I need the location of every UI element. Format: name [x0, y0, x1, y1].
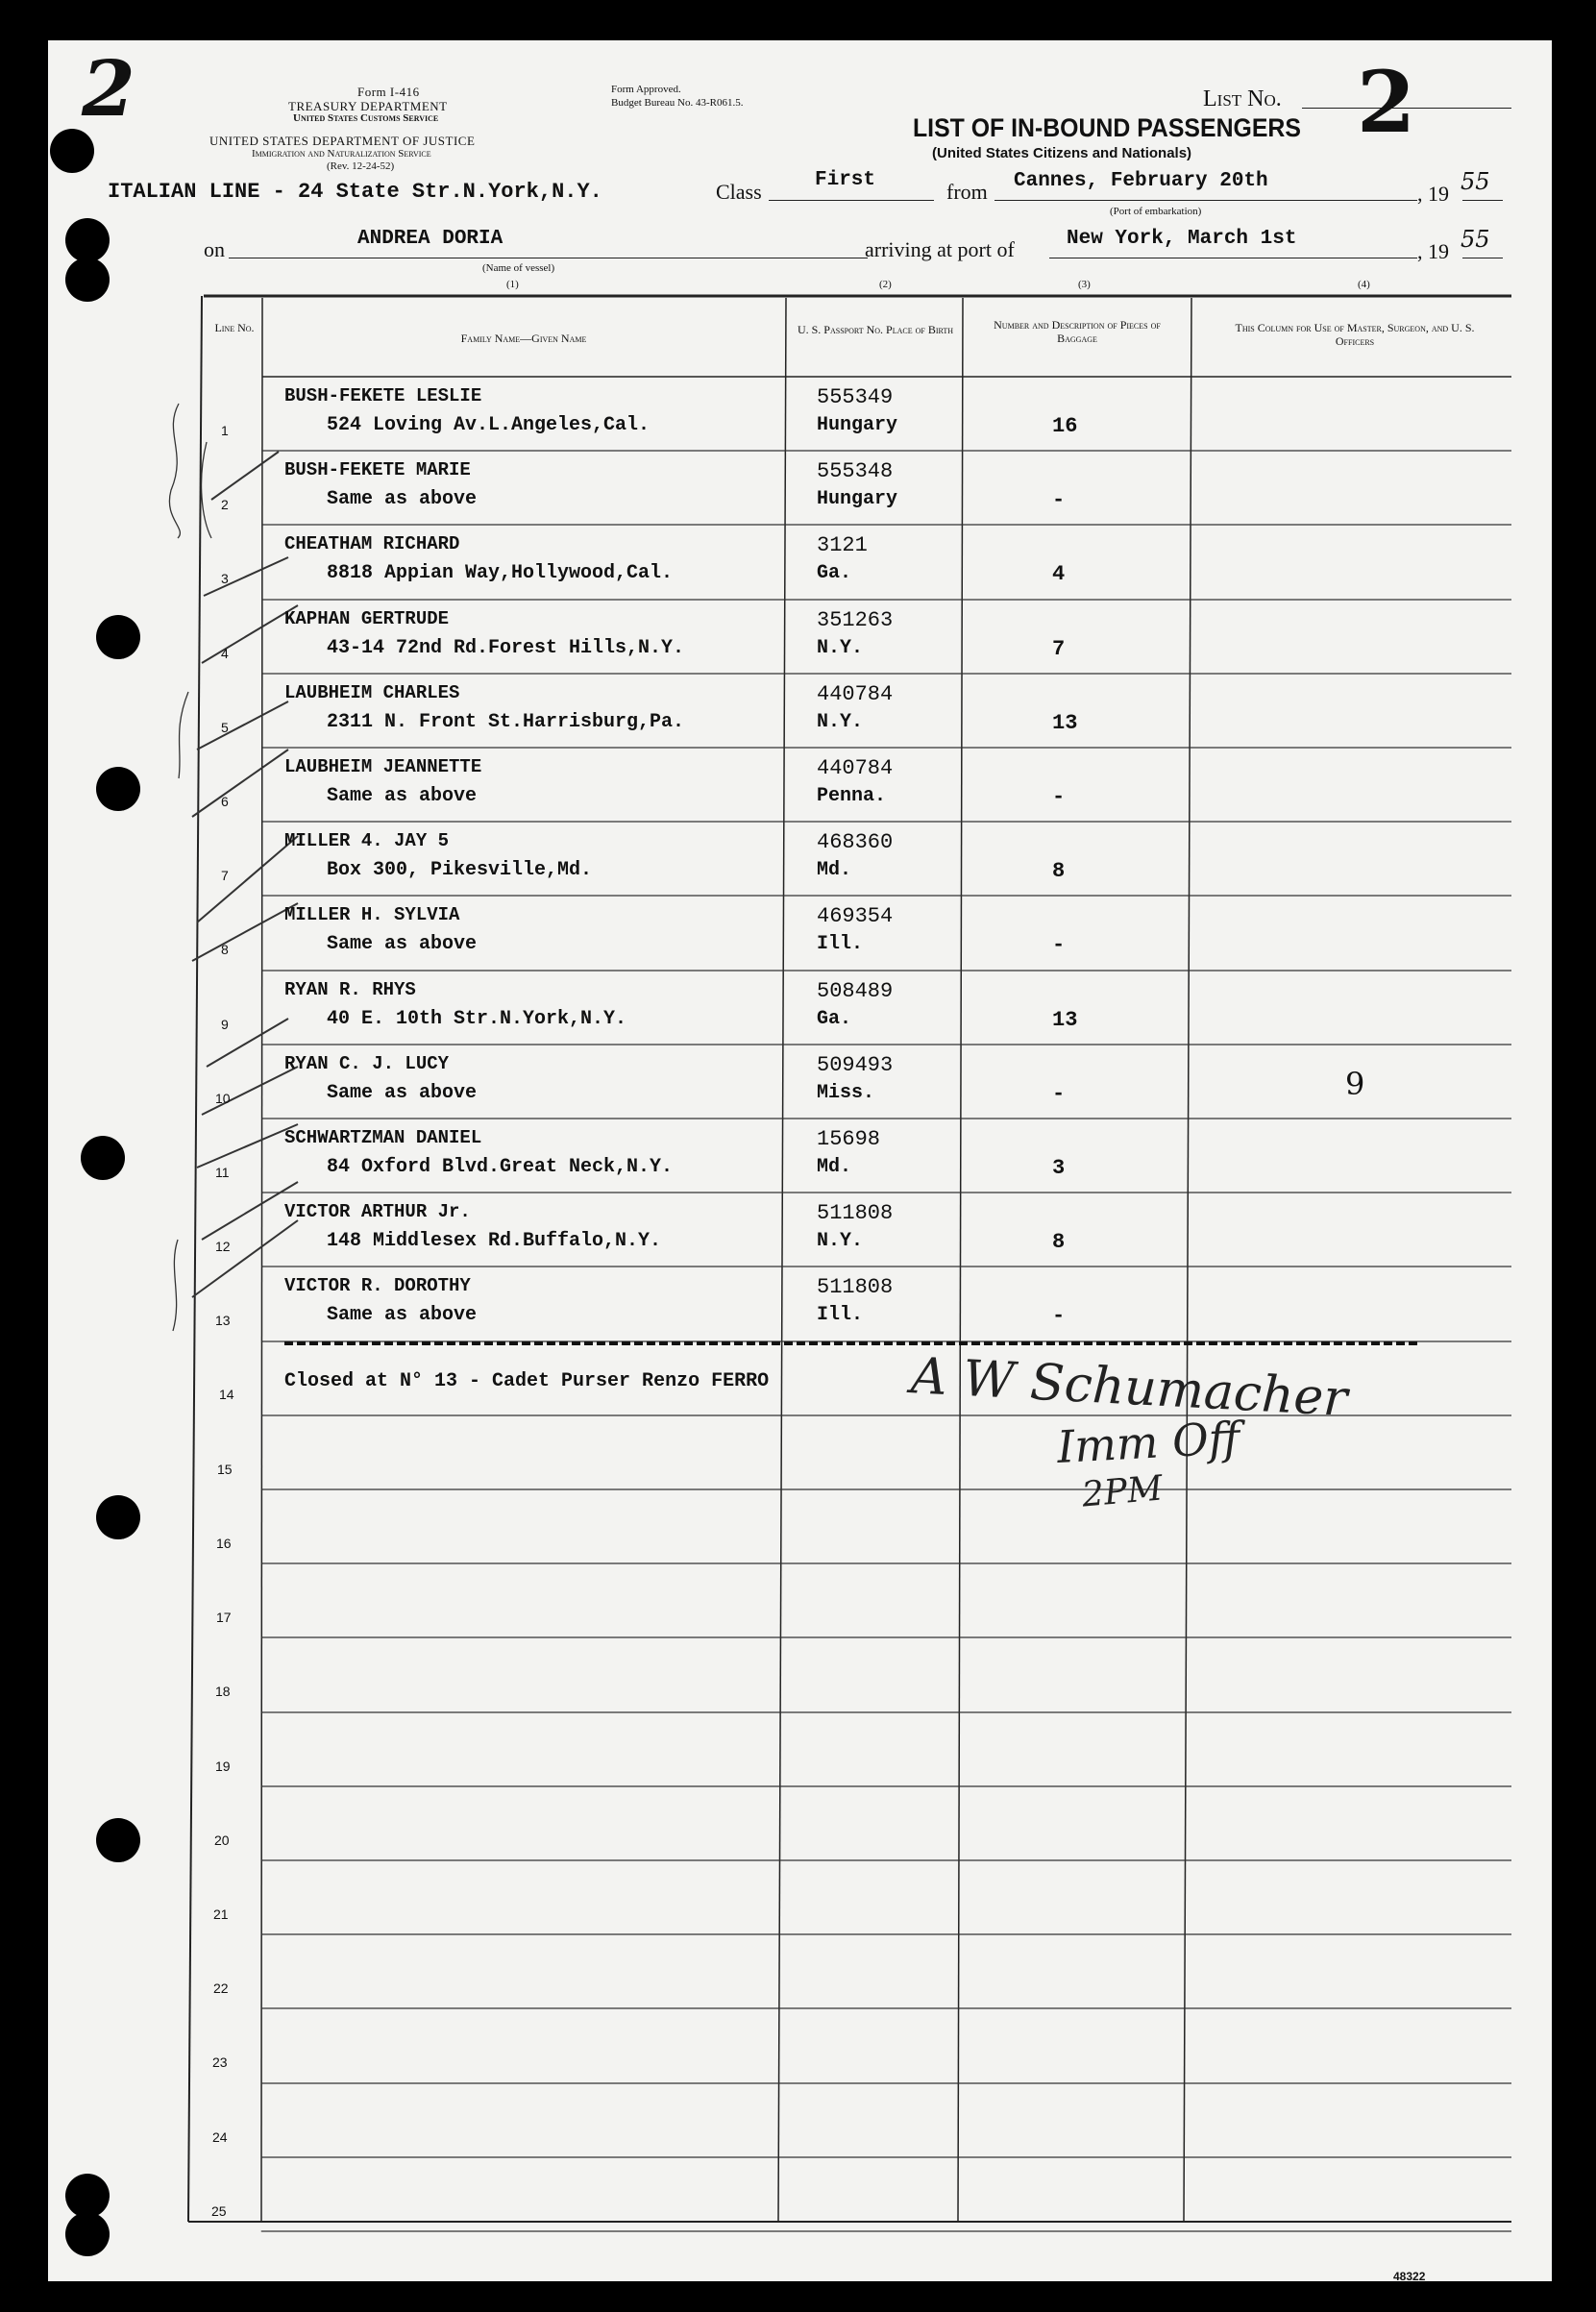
passenger-address: Box 300, Pikesville,Md. [327, 859, 593, 881]
passport-number: 508489 [817, 979, 894, 1003]
row-number: 1 [221, 423, 229, 438]
row-number: 18 [215, 1684, 231, 1699]
row-number: 12 [215, 1239, 231, 1254]
passport-number: 509493 [817, 1053, 894, 1077]
row-number: 22 [213, 1980, 229, 1996]
place-of-birth: Hungary [817, 414, 898, 436]
sheet-mark: 2 [82, 43, 135, 134]
passenger-address: 148 Middlesex Rd.Buffalo,N.Y. [327, 1230, 662, 1252]
arriving-label: arriving at port of [865, 237, 1015, 261]
passenger-name: BUSH-FEKETE LESLIE [284, 385, 482, 406]
place-of-birth: N.Y. [817, 1230, 864, 1252]
year-prefix: , 19 [1417, 239, 1449, 263]
passenger-name: SCHWARTZMAN DANIEL [284, 1127, 482, 1148]
passport-number: 440784 [817, 682, 894, 706]
row-number: 23 [212, 2054, 228, 2070]
customs-service: United States Customs Service [293, 112, 439, 124]
closing-note: Closed at N° 13 - Cadet Purser Renzo FERRO [284, 1370, 770, 1392]
page-subtitle: (United States Citizens and Nationals) [932, 145, 1192, 161]
form-approved: Form Approved. [611, 84, 681, 95]
form-number: Form I-416 [357, 85, 420, 99]
row-number: 2 [221, 497, 229, 512]
passenger-name: CHEATHAM RICHARD [284, 533, 460, 554]
class-label: Class [716, 180, 762, 204]
passenger-address: Same as above [327, 1304, 478, 1326]
passenger-address: Same as above [327, 488, 478, 510]
passport-number: 351263 [817, 608, 894, 632]
footer-code: 48322 [1393, 2270, 1426, 2283]
arrival-port: New York, March 1st [1067, 228, 1297, 250]
row-number: 17 [216, 1610, 232, 1625]
baggage-count: - [1052, 785, 1066, 809]
row-number: 11 [215, 1165, 230, 1180]
vessel-label: (Name of vessel) [482, 262, 555, 274]
passenger-address: Same as above [327, 933, 478, 955]
baggage-count: 7 [1052, 637, 1066, 661]
row-number: 5 [221, 720, 229, 735]
officer-title-note: Imm Off [1055, 1412, 1241, 1473]
row-number: 15 [217, 1462, 233, 1477]
embark-port: Cannes, February 20th [1014, 170, 1268, 192]
baggage-count: - [1052, 933, 1066, 957]
treasury-dept: TREASURY DEPARTMENT [288, 99, 448, 113]
baggage-count: 8 [1052, 859, 1066, 883]
row-number: 21 [213, 1906, 229, 1922]
baggage-count: 13 [1052, 1008, 1078, 1032]
header-line-no: Line No. [214, 321, 255, 334]
passenger-address: 43-14 72nd Rd.Forest Hills,N.Y. [327, 637, 685, 659]
passenger-name: MILLER H. SYLVIA [284, 904, 460, 925]
passport-number: 555348 [817, 459, 894, 483]
passport-number: 440784 [817, 756, 894, 780]
header-baggage: Number and Description of Pieces of Baggage [994, 318, 1161, 345]
row-number: 19 [215, 1759, 231, 1774]
from-label: from [946, 180, 988, 204]
year-value: 55 [1461, 168, 1490, 195]
passenger-address: 8818 Appian Way,Hollywood,Cal. [327, 562, 674, 584]
passenger-name: RYAN C. J. LUCY [284, 1053, 450, 1074]
ins: Immigration and Naturalization Service [252, 148, 431, 160]
col-num-4: (4) [1358, 279, 1370, 290]
row-number: 6 [221, 794, 229, 809]
place-of-birth: N.Y. [817, 711, 864, 733]
on-label: on [204, 237, 225, 261]
row-number: 25 [211, 2203, 227, 2219]
place-of-birth: Miss. [817, 1082, 875, 1104]
place-of-birth: Hungary [817, 488, 898, 510]
place-of-birth: Md. [817, 1156, 852, 1178]
place-of-birth: Ill. [817, 933, 864, 955]
col-num-3: (3) [1078, 279, 1091, 290]
row-number: 14 [219, 1387, 234, 1402]
place-of-birth: Ga. [817, 562, 852, 584]
baggage-count: - [1052, 1082, 1066, 1106]
baggage-count: - [1052, 1304, 1066, 1328]
passport-number: 3121 [817, 533, 868, 557]
place-of-birth: Md. [817, 859, 852, 881]
place-of-birth: Ill. [817, 1304, 864, 1326]
place-of-birth: Ga. [817, 1008, 852, 1030]
revision: (Rev. 12-24-52) [327, 160, 395, 172]
passenger-address: Same as above [327, 785, 478, 807]
passenger-name: LAUBHEIM JEANNETTE [284, 756, 482, 777]
time-note: 2PM [1080, 1468, 1165, 1515]
passport-number: 555349 [817, 385, 894, 409]
baggage-count: 8 [1052, 1230, 1066, 1254]
baggage-count: 13 [1052, 711, 1078, 735]
baggage-count: 4 [1052, 562, 1066, 586]
header-officers: This Column for Use of Master, Surgeon, and U. S. Officers [1235, 321, 1475, 348]
row-number: 4 [221, 646, 229, 661]
page-title: LIST OF IN-BOUND PASSENGERS [913, 113, 1301, 142]
row-number: 8 [221, 942, 229, 957]
year-prefix: , 19 [1417, 182, 1449, 206]
passenger-name: KAPHAN GERTRUDE [284, 608, 450, 629]
passport-number: 469354 [817, 904, 894, 928]
list-no-label: List No. [1203, 86, 1282, 111]
passenger-address: 84 Oxford Blvd.Great Neck,N.Y. [327, 1156, 674, 1178]
passenger-name: VICTOR R. DOROTHY [284, 1275, 471, 1296]
passenger-address: 2311 N. Front St.Harrisburg,Pa. [327, 711, 685, 733]
row-number: 16 [216, 1536, 232, 1551]
passenger-name: MILLER 4. JAY 5 [284, 830, 450, 851]
port-embark-label: (Port of embarkation) [1110, 206, 1202, 217]
passenger-address: 524 Loving Av.L.Angeles,Cal. [327, 414, 651, 436]
row-number: 3 [221, 571, 229, 586]
row-number: 20 [214, 1832, 230, 1848]
row-number: 24 [212, 2129, 228, 2145]
row-number: 7 [221, 868, 229, 883]
col-num-1: (1) [506, 279, 519, 290]
col-num-2: (2) [879, 279, 892, 290]
officer-signature: A W Schumacher [909, 1347, 1349, 1428]
row-number: 13 [215, 1313, 231, 1328]
vessel-name: ANDREA DORIA [357, 228, 503, 250]
place-of-birth: Penna. [817, 785, 887, 807]
passenger-address: 40 E. 10th Str.N.York,N.Y. [327, 1008, 627, 1030]
passport-number: 468360 [817, 830, 894, 854]
header-name: Family Name—Given Name [460, 332, 587, 345]
passport-number: 511808 [817, 1201, 894, 1225]
passenger-name: RYAN R. RHYS [284, 979, 416, 1000]
passenger-name: BUSH-FEKETE MARIE [284, 459, 471, 480]
baggage-count: - [1052, 488, 1066, 512]
passenger-name: VICTOR ARTHUR Jr. [284, 1201, 471, 1222]
officer-note: 9 [1345, 1066, 1365, 1102]
list-no-value: 2 [1357, 52, 1416, 152]
baggage-count: 3 [1052, 1156, 1066, 1180]
budget-bureau: Budget Bureau No. 43-R061.5. [611, 97, 744, 109]
row-number: 9 [221, 1017, 229, 1032]
passport-number: 15698 [817, 1127, 881, 1151]
header-passport: U. S. Passport No. Place of Birth [797, 323, 954, 336]
passport-number: 511808 [817, 1275, 894, 1299]
year-value: 55 [1461, 226, 1490, 253]
class-value: First [815, 169, 876, 191]
passenger-address: Same as above [327, 1082, 478, 1104]
baggage-count: 16 [1052, 414, 1078, 438]
passenger-name: LAUBHEIM CHARLES [284, 682, 460, 703]
place-of-birth: N.Y. [817, 637, 864, 659]
justice-dept: UNITED STATES DEPARTMENT OF JUSTICE [209, 134, 476, 148]
shipping-line: ITALIAN LINE - 24 State Str.N.York,N.Y. [108, 180, 602, 204]
row-number: 10 [215, 1091, 231, 1106]
